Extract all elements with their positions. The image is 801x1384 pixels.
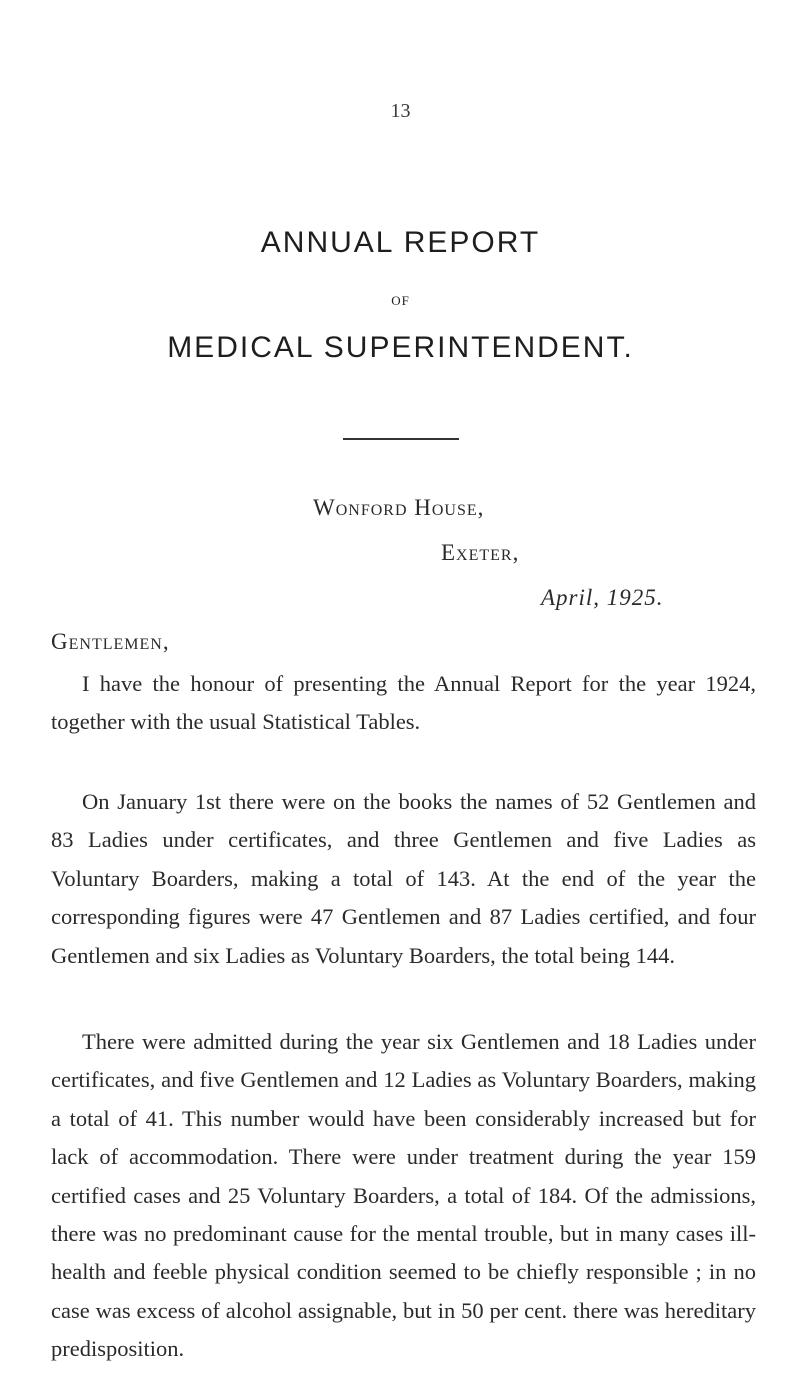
title-divider (343, 438, 459, 440)
address-house: Wonford House, (313, 495, 485, 520)
salutation: Gentlemen, (51, 629, 170, 654)
report-title-line-2: MEDICAL SUPERINTENDENT. (167, 331, 634, 364)
page-number: 13 (390, 100, 411, 122)
report-title-line-1: ANNUAL REPORT (260, 226, 541, 259)
address-city: Exeter, (441, 540, 520, 565)
letter-date: April, 1925. (541, 585, 664, 610)
paragraph-admissions: There were admitted during the year six Gentlemen and 18 Ladies under certificates, and five Gentlemen and 12 Ladies as Voluntary Boarders, making a total of 41. This number would have been considerably increased but for lack of accommodation. There were under treatment during the year 159 certified cases and 25 Voluntary Boarders, a total of 184. Of the admissions, there was no predominant cause for the mental trouble, but in many cases ill-health and feeble physical condition seemed to be chiefly responsible ; in no case was excess of alcohol assignable, but in 50 per cent. there was hereditary predisposition. (51, 1029, 756, 1362)
paragraph-introduction: I have the honour of presenting the Annual Report for the year 1924, together with the usual Statistical Tables. (51, 671, 756, 735)
paragraph-patient-numbers: On January 1st there were on the books the names of 52 Gentlemen and 83 Ladies under certificates, and three Gentlemen and five Ladies as Voluntary Boarders, making a total of 143. At the end of the year the corresponding figures were 47 Gentlemen and 87 Ladies certified, and four Gentlemen and six Ladies as Voluntary Boarders, the total being 144. (51, 789, 756, 968)
report-title-of: OF (391, 293, 410, 308)
